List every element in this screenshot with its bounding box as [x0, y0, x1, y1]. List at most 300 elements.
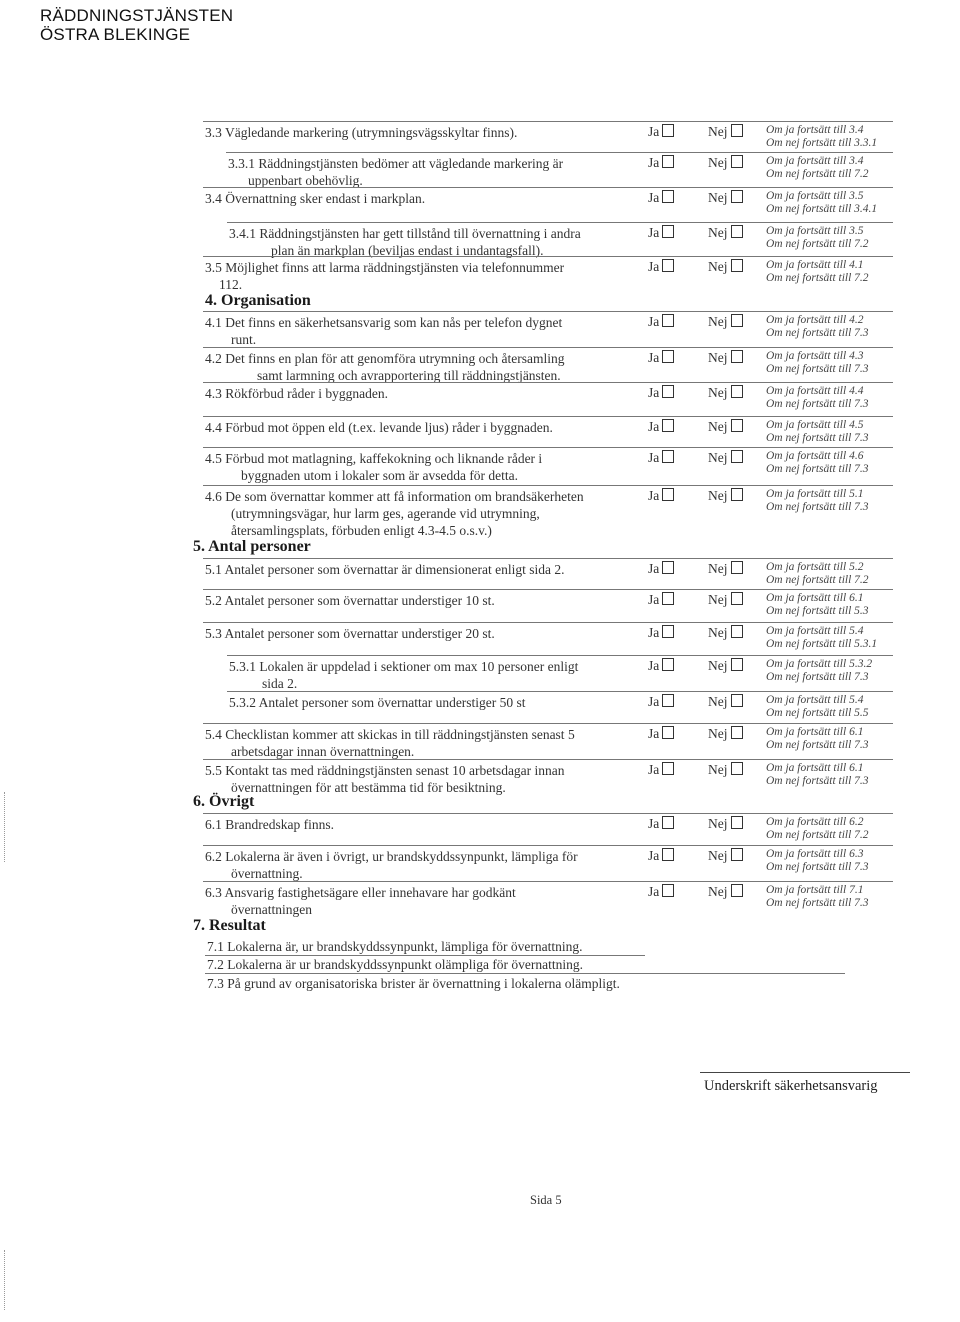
question-text: [205, 848, 578, 882]
yes-no-options: [648, 694, 748, 711]
no-label: Nej: [708, 225, 728, 240]
if-yes-hint: Om ja fortsätt till 6.1: [766, 592, 864, 604]
question-line: 6.2 Lokalerna är även i övrigt, ur brandskyddssynpunkt, lämpliga för: [205, 849, 578, 864]
header-line-2: ÖSTRA BLEKINGE: [40, 25, 191, 44]
if-no-hint: Om nej fortsätt till 7.3: [766, 739, 869, 751]
no-option[interactable]: [708, 625, 743, 641]
yes-label: Ja: [648, 124, 660, 139]
navigation-hint: [766, 314, 869, 340]
if-no-hint: Om nej fortsätt till 7.3: [766, 775, 869, 787]
yes-checkbox[interactable]: [662, 694, 674, 707]
question-text: [205, 726, 575, 760]
yes-checkbox[interactable]: [662, 658, 674, 671]
no-checkbox[interactable]: [731, 488, 743, 501]
divider: [205, 973, 845, 974]
if-yes-hint: Om ja fortsätt till 6.3: [766, 848, 864, 860]
yes-label: Ja: [648, 314, 660, 329]
no-checkbox[interactable]: [731, 419, 743, 432]
row-divider: [203, 256, 893, 257]
question-line: arbetsdagar innan övernattningen.: [231, 744, 415, 759]
yes-no-options: [648, 259, 748, 276]
yes-no-options: [648, 561, 748, 578]
navigation-hint: [766, 561, 869, 587]
yes-checkbox[interactable]: [662, 124, 674, 137]
no-option[interactable]: [708, 884, 743, 900]
yes-checkbox[interactable]: [662, 190, 674, 203]
no-label: Nej: [708, 385, 728, 400]
navigation-hint: [766, 450, 869, 476]
row-divider: [203, 485, 893, 486]
navigation-hint: [766, 225, 869, 251]
section-heading-resultat: 7. Resultat: [193, 917, 266, 934]
no-label: Nej: [708, 848, 728, 863]
navigation-hint: [766, 625, 877, 651]
if-yes-hint: Om ja fortsätt till 5.2: [766, 561, 864, 573]
no-label: Nej: [708, 726, 728, 741]
yes-checkbox[interactable]: [662, 350, 674, 363]
yes-option[interactable]: [648, 816, 674, 832]
if-no-hint: Om nej fortsätt till 7.2: [766, 238, 869, 250]
row-divider: [227, 691, 893, 692]
yes-no-options: [648, 884, 748, 901]
question-text: [205, 816, 334, 833]
if-no-hint: Om nej fortsätt till 7.2: [766, 829, 869, 841]
yes-label: Ja: [648, 884, 660, 899]
row-divider: [203, 813, 893, 814]
question-line: 4.1 Det finns en säkerhetsansvarig som kan nås per telefon dygnet: [205, 315, 563, 330]
navigation-hint: [766, 848, 869, 874]
no-option[interactable]: [708, 350, 743, 366]
yes-checkbox[interactable]: [662, 225, 674, 238]
question-line: 3.4.1 Räddningstjänsten har gett tillstånd till övernattning i andra: [229, 226, 581, 241]
no-option[interactable]: [708, 726, 743, 742]
yes-checkbox[interactable]: [662, 848, 674, 861]
if-no-hint: Om nej fortsätt till 3.4.1: [766, 203, 878, 215]
if-no-hint: Om nej fortsätt till 7.2: [766, 574, 869, 586]
question-line: 6.3 Ansvarig fastighetsägare eller innehavare har godkänt: [205, 885, 516, 900]
navigation-hint: [766, 350, 869, 376]
yes-label: Ja: [648, 762, 660, 777]
yes-option[interactable]: [648, 884, 674, 900]
yes-label: Ja: [648, 625, 660, 640]
result-7-3: 7.3 På grund av organisatoriska brister är övernattning i lokalerna olämpligt.: [207, 976, 620, 991]
if-yes-hint: Om ja fortsätt till 4.5: [766, 419, 864, 431]
question-line: 3.3.1 Räddningstjänsten bedömer att vägledande markering är: [228, 156, 564, 171]
row-divider: [203, 121, 893, 122]
navigation-hint: [766, 419, 869, 445]
row-divider: [227, 655, 893, 656]
yes-option[interactable]: [648, 450, 674, 466]
yes-checkbox[interactable]: [662, 561, 674, 574]
no-label: Nej: [708, 884, 728, 899]
if-yes-hint: Om ja fortsätt till 3.4: [766, 124, 864, 136]
no-label: Nej: [708, 658, 728, 673]
row-divider: [203, 416, 893, 417]
if-yes-hint: Om ja fortsätt till 7.1: [766, 884, 864, 896]
no-label: Nej: [708, 488, 728, 503]
no-checkbox[interactable]: [731, 658, 743, 671]
if-no-hint: Om nej fortsätt till 5.3: [766, 605, 869, 617]
row-divider: [203, 347, 893, 348]
yes-checkbox[interactable]: [662, 816, 674, 829]
question-line: sida 2.: [262, 676, 298, 691]
row-divider: [203, 589, 893, 590]
question-line: samt larmning och avrapportering till räddningstjänsten.: [257, 368, 561, 383]
no-label: Nej: [708, 124, 728, 139]
no-checkbox[interactable]: [731, 385, 743, 398]
yes-option[interactable]: [648, 124, 674, 140]
navigation-hint: [766, 488, 869, 514]
yes-option[interactable]: [648, 155, 674, 171]
yes-label: Ja: [648, 694, 660, 709]
section-heading-ovrigt: 6. Övrigt: [193, 793, 255, 810]
if-yes-hint: Om ja fortsätt till 4.2: [766, 314, 864, 326]
question-line: 112.: [219, 277, 243, 292]
no-label: Nej: [708, 592, 728, 607]
page-number: Sida 5: [530, 1193, 562, 1207]
row-divider: [203, 723, 893, 724]
no-checkbox[interactable]: [731, 816, 743, 829]
no-checkbox[interactable]: [731, 561, 743, 574]
question-text: [205, 419, 553, 436]
yes-no-options: [648, 592, 748, 609]
no-checkbox[interactable]: [731, 124, 743, 137]
if-yes-hint: Om ja fortsätt till 4.6: [766, 450, 864, 462]
yes-option[interactable]: [648, 694, 674, 710]
question-line: 4.3 Rökförbud råder i byggnaden.: [205, 386, 388, 401]
yes-label: Ja: [648, 726, 660, 741]
no-option[interactable]: [708, 419, 743, 435]
question-text: [205, 625, 495, 642]
navigation-hint: [766, 884, 869, 910]
no-option[interactable]: [708, 488, 743, 504]
no-checkbox[interactable]: [731, 450, 743, 463]
navigation-hint: [766, 816, 869, 842]
no-label: Nej: [708, 816, 728, 831]
row-divider: [203, 845, 893, 846]
if-no-hint: Om nej fortsätt till 7.3: [766, 671, 869, 683]
no-label: Nej: [708, 450, 728, 465]
yes-no-options: [648, 385, 748, 402]
no-option[interactable]: [708, 816, 743, 832]
yes-checkbox[interactable]: [662, 726, 674, 739]
section-heading-organisation: 4. Organisation: [205, 292, 311, 309]
yes-option[interactable]: [648, 561, 674, 577]
row-divider: [203, 881, 893, 882]
if-no-hint: Om nej fortsätt till 7.3: [766, 897, 869, 909]
question-line: uppenbart obehövlig.: [248, 173, 363, 188]
question-text: [205, 385, 388, 402]
no-label: Nej: [708, 625, 728, 640]
navigation-hint: [766, 259, 869, 285]
question-text: [205, 124, 517, 141]
no-checkbox[interactable]: [731, 625, 743, 638]
yes-option[interactable]: [648, 419, 674, 435]
yes-no-options: [648, 848, 748, 865]
yes-no-options: [648, 124, 748, 141]
yes-label: Ja: [648, 259, 660, 274]
no-option[interactable]: [708, 190, 743, 206]
yes-checkbox[interactable]: [662, 419, 674, 432]
yes-checkbox[interactable]: [662, 884, 674, 897]
question-text: [228, 155, 563, 189]
yes-option[interactable]: [648, 259, 674, 275]
if-no-hint: Om nej fortsätt till 7.2: [766, 168, 869, 180]
yes-no-options: [648, 314, 748, 331]
no-label: Nej: [708, 350, 728, 365]
if-yes-hint: Om ja fortsätt till 5.4: [766, 625, 864, 637]
if-yes-hint: Om ja fortsätt till 4.1: [766, 259, 864, 271]
yes-no-options: [648, 419, 748, 436]
result-7-2: 7.2 Lokalerna är ur brandskyddssynpunkt olämpliga för övernattning.: [207, 957, 584, 972]
if-yes-hint: Om ja fortsätt till 6.1: [766, 762, 864, 774]
yes-no-options: [648, 225, 748, 242]
if-yes-hint: Om ja fortsätt till 4.4: [766, 385, 864, 397]
result-7-1: 7.1 Lokalerna är, ur brandskyddssynpunkt, lämpliga för övernattning.: [207, 939, 583, 954]
section-heading-antal-personer: 5. Antal personer: [193, 538, 311, 555]
no-option[interactable]: [708, 848, 743, 864]
question-line: 6.1 Brandredskap finns.: [205, 817, 334, 832]
yes-checkbox[interactable]: [662, 762, 674, 775]
no-option[interactable]: [708, 694, 743, 710]
yes-no-options: [648, 625, 748, 642]
question-line: övernattningen: [231, 902, 312, 917]
question-text: [205, 884, 516, 918]
question-text: [205, 314, 562, 348]
if-no-hint: Om nej fortsätt till 7.3: [766, 432, 869, 444]
row-divider: [203, 558, 893, 559]
margin-mark: [4, 1250, 5, 1310]
yes-option[interactable]: [648, 762, 674, 778]
yes-checkbox[interactable]: [662, 155, 674, 168]
yes-checkbox[interactable]: [662, 314, 674, 327]
question-line: 3.5 Möjlighet finns att larma räddningstjänsten via telefonnummer: [205, 260, 565, 275]
navigation-hint: [766, 694, 869, 720]
question-line: 5.3.2 Antalet personer som övernattar understiger 50 st: [229, 695, 526, 710]
no-option[interactable]: [708, 225, 743, 241]
question-text: [205, 259, 564, 293]
if-yes-hint: Om ja fortsätt till 6.2: [766, 816, 864, 828]
question-text: [205, 592, 495, 609]
no-option[interactable]: [708, 259, 743, 275]
question-line: 4.2 Det finns en plan för att genomföra utrymning och återsamling: [205, 351, 565, 366]
navigation-hint: [766, 726, 869, 752]
question-line: 3.4 Övernattning sker endast i markplan.: [205, 191, 426, 206]
row-divider: [226, 152, 893, 153]
row-divider: [203, 622, 893, 623]
if-yes-hint: Om ja fortsätt till 3.5: [766, 225, 864, 237]
margin-mark: [4, 792, 5, 862]
yes-option[interactable]: [648, 225, 674, 241]
no-checkbox[interactable]: [731, 155, 743, 168]
yes-label: Ja: [648, 488, 660, 503]
yes-no-options: [648, 350, 748, 367]
no-option[interactable]: [708, 385, 743, 401]
question-text: [205, 561, 565, 578]
yes-label: Ja: [648, 385, 660, 400]
question-line: 4.4 Förbud mot öppen eld (t.ex. levande ljus) råder i byggnaden.: [205, 420, 553, 435]
question-line: 3.3 Vägledande markering (utrymningsvägsskyltar finns).: [205, 125, 518, 140]
divider: [205, 955, 645, 956]
yes-no-options: [648, 190, 748, 207]
yes-option[interactable]: [648, 848, 674, 864]
row-divider: [227, 222, 893, 223]
yes-checkbox[interactable]: [662, 625, 674, 638]
if-yes-hint: Om ja fortsätt till 6.1: [766, 726, 864, 738]
yes-label: Ja: [648, 419, 660, 434]
navigation-hint: [766, 592, 869, 618]
question-text: [229, 658, 578, 692]
navigation-hint: [766, 385, 869, 411]
question-text: [205, 488, 584, 539]
question-line: 5.5 Kontakt tas med räddningstjänsten senast 10 arbetsdagar innan: [205, 763, 565, 778]
question-line: plan än markplan (beviljas endast i undantagsfall).: [271, 243, 544, 258]
no-checkbox[interactable]: [731, 350, 743, 363]
yes-option[interactable]: [648, 314, 674, 330]
no-checkbox[interactable]: [731, 848, 743, 861]
no-option[interactable]: [708, 592, 743, 608]
if-no-hint: Om nej fortsätt till 5.3.1: [766, 638, 878, 650]
yes-option[interactable]: [648, 658, 674, 674]
if-no-hint: Om nej fortsätt till 7.2: [766, 272, 869, 284]
no-option[interactable]: [708, 450, 743, 466]
if-yes-hint: Om ja fortsätt till 5.1: [766, 488, 864, 500]
no-option[interactable]: [708, 658, 743, 674]
question-line: 5.1 Antalet personer som övernattar är dimensionerat enligt sida 2.: [205, 562, 565, 577]
no-checkbox[interactable]: [731, 225, 743, 238]
if-yes-hint: Om ja fortsätt till 5.4: [766, 694, 864, 706]
navigation-hint: [766, 762, 869, 788]
yes-no-options: [648, 816, 748, 833]
if-no-hint: Om nej fortsätt till 7.3: [766, 861, 869, 873]
yes-option[interactable]: [648, 726, 674, 742]
header-line-1: RÄDDNINGSTJÄNSTEN: [40, 6, 234, 25]
question-line: runt.: [231, 332, 257, 347]
yes-option[interactable]: [648, 385, 674, 401]
yes-no-options: [648, 726, 748, 743]
question-line: 4.6 De som övernattar kommer att få information om brandsäkerheten: [205, 489, 584, 504]
yes-checkbox[interactable]: [662, 259, 674, 272]
if-no-hint: Om nej fortsätt till 7.3: [766, 463, 869, 475]
yes-option[interactable]: [648, 350, 674, 366]
if-yes-hint: Om ja fortsätt till 5.3.2: [766, 658, 873, 670]
yes-label: Ja: [648, 816, 660, 831]
yes-option[interactable]: [648, 190, 674, 206]
question-text: [205, 190, 425, 207]
question-line: övernattningen för att bestämma tid för besiktning.: [231, 780, 506, 795]
row-divider: [203, 447, 893, 448]
row-divider: [203, 311, 893, 312]
question-text: [229, 225, 581, 259]
if-no-hint: Om nej fortsätt till 7.3: [766, 398, 869, 410]
if-yes-hint: Om ja fortsätt till 3.5: [766, 190, 864, 202]
row-divider: [203, 187, 893, 188]
yes-checkbox[interactable]: [662, 592, 674, 605]
no-option[interactable]: [708, 561, 743, 577]
yes-label: Ja: [648, 155, 660, 170]
yes-label: Ja: [648, 658, 660, 673]
if-no-hint: Om nej fortsätt till 7.3: [766, 501, 869, 513]
yes-option[interactable]: [648, 625, 674, 641]
no-label: Nej: [708, 155, 728, 170]
signature-line: [700, 1072, 910, 1073]
no-checkbox[interactable]: [731, 884, 743, 897]
no-label: Nej: [708, 561, 728, 576]
question-text: [205, 450, 542, 484]
yes-checkbox[interactable]: [662, 450, 674, 463]
no-checkbox[interactable]: [731, 762, 743, 775]
no-option[interactable]: [708, 124, 743, 140]
yes-no-options: [648, 762, 748, 779]
question-line: 5.2 Antalet personer som övernattar understiger 10 st.: [205, 593, 495, 608]
no-option[interactable]: [708, 314, 743, 330]
yes-label: Ja: [648, 190, 660, 205]
if-yes-hint: Om ja fortsätt till 3.4: [766, 155, 864, 167]
if-no-hint: Om nej fortsätt till 5.5: [766, 707, 869, 719]
no-option[interactable]: [708, 762, 743, 778]
question-line: 5.3 Antalet personer som övernattar understiger 20 st.: [205, 626, 495, 641]
yes-no-options: [648, 488, 748, 505]
yes-label: Ja: [648, 561, 660, 576]
question-line: 4.5 Förbud mot matlagning, kaffekokning och liknande råder i: [205, 451, 543, 466]
yes-no-options: [648, 155, 748, 172]
navigation-hint: [766, 658, 872, 684]
no-label: Nej: [708, 419, 728, 434]
no-checkbox[interactable]: [731, 694, 743, 707]
if-no-hint: Om nej fortsätt till 7.3: [766, 327, 869, 339]
question-text: [205, 350, 565, 384]
yes-option[interactable]: [648, 592, 674, 608]
no-checkbox[interactable]: [731, 259, 743, 272]
row-divider: [203, 759, 893, 760]
question-line: (utrymningsvägar, hur larm ges, agerande vid utrymning,: [231, 506, 540, 521]
navigation-hint: [766, 155, 869, 181]
question-text: [205, 762, 565, 796]
navigation-hint: [766, 190, 877, 216]
no-label: Nej: [708, 762, 728, 777]
no-label: Nej: [708, 259, 728, 274]
question-line: 5.3.1 Lokalen är uppdelad i sektioner om max 10 personer enligt: [229, 659, 579, 674]
yes-no-options: [648, 450, 748, 467]
if-no-hint: Om nej fortsätt till 3.3.1: [766, 137, 878, 149]
question-line: byggnaden utom i lokaler som är avsedda för detta.: [241, 468, 519, 483]
no-label: Nej: [708, 694, 728, 709]
signature-label: Underskrift säkerhetsansvarig: [704, 1078, 878, 1094]
yes-label: Ja: [648, 350, 660, 365]
yes-label: Ja: [648, 450, 660, 465]
row-divider: [203, 382, 893, 383]
yes-label: Ja: [648, 225, 660, 240]
question-text: [229, 694, 526, 711]
question-line: återsamlingsplats, förbuden enligt 4.3-4.5 o.s.v.): [231, 523, 492, 538]
if-yes-hint: Om ja fortsätt till 4.3: [766, 350, 864, 362]
if-no-hint: Om nej fortsätt till 7.3: [766, 363, 869, 375]
question-line: 5.4 Checklistan kommer att skickas in till räddningstjänsten senast 5: [205, 727, 575, 742]
no-checkbox[interactable]: [731, 190, 743, 203]
navigation-hint: [766, 124, 877, 150]
no-checkbox[interactable]: [731, 726, 743, 739]
yes-label: Ja: [648, 848, 660, 863]
no-checkbox[interactable]: [731, 592, 743, 605]
no-label: Nej: [708, 314, 728, 329]
no-checkbox[interactable]: [731, 314, 743, 327]
no-option[interactable]: [708, 155, 743, 171]
question-line: övernattning.: [231, 866, 303, 881]
yes-checkbox[interactable]: [662, 385, 674, 398]
yes-option[interactable]: [648, 488, 674, 504]
yes-checkbox[interactable]: [662, 488, 674, 501]
yes-no-options: [648, 658, 748, 675]
